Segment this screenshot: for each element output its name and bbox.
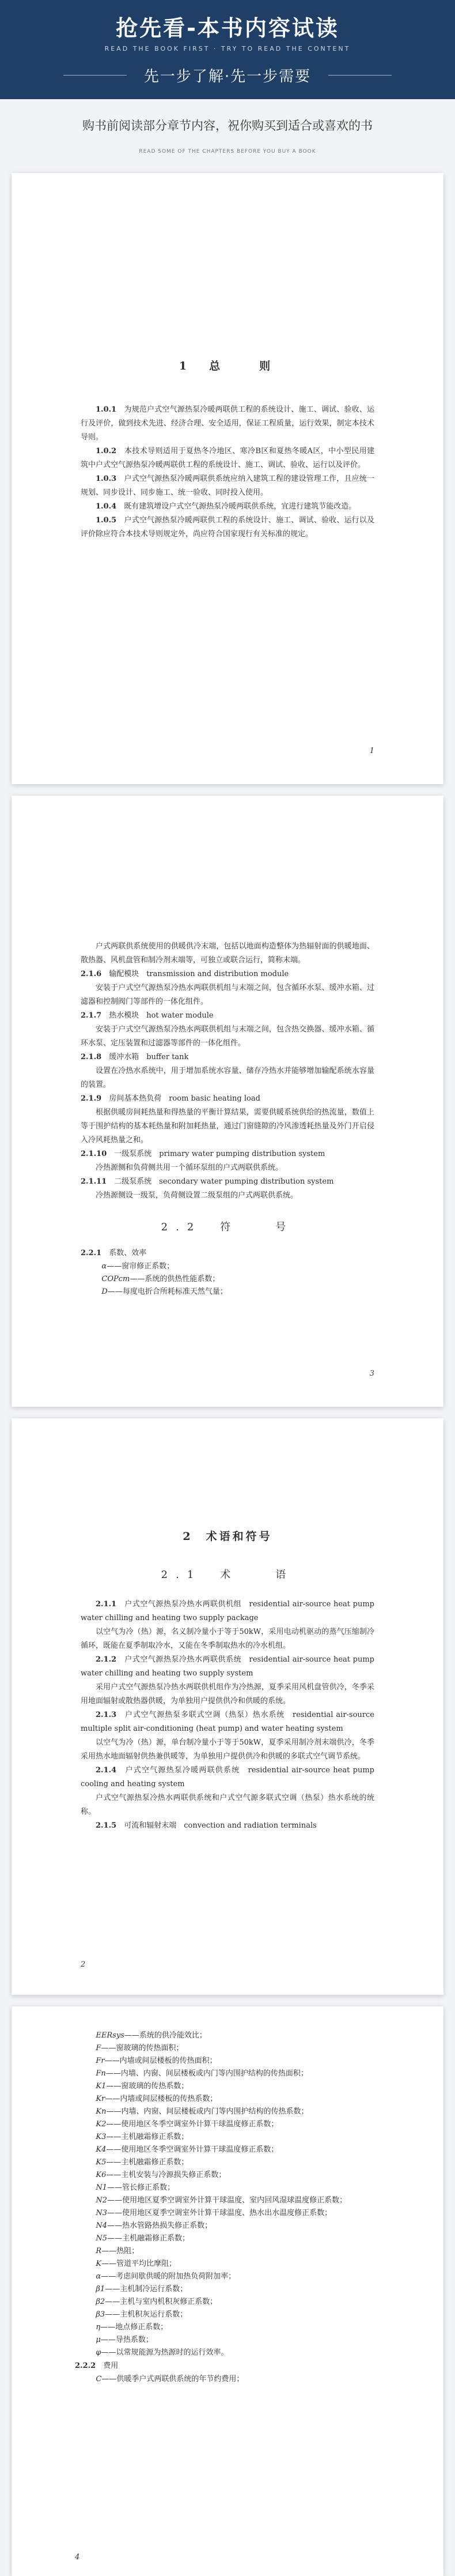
term-2-1-1: 2.1.1 户式空气源热泵冷热水两联供机组 residential air-source heat pump water chilling and heating two supply package — [81, 1600, 374, 1622]
symbol-row: EERsys——系统的供冷能效比； — [96, 2031, 207, 2040]
terms-lead: 户式两联供系统使用的供暖供冷末端，包括以地面构造整体为热辐射面的供暖地面、散热器、风机盘管和制冷剂末端等，可独立或联合运行，简称末端。 — [81, 942, 374, 965]
header-banner — [0, 0, 455, 99]
term-2-1-7-def: 安装于户式空气源热泵冷热水两联供机组与末端之间，包含热交换器、缓冲水箱、循环水泵、定压装置和过滤器等部件的一体化组件。 — [81, 1025, 374, 1048]
clause-1-0-4: 1.0.4 既有建筑增设户式空气源热泵冷暖两联供系统，宜进行建筑节能改造。 — [96, 502, 357, 511]
term-2-1-11-def: 冷热源侧设一级泵，负荷侧设置二级泵组的户式两联供系统。 — [96, 1191, 298, 1200]
symbol-row: α——考虑间歇供暖的附加热负荷附加率； — [96, 2272, 236, 2281]
term-2-1-5: 2.1.5 可流和辐射末端 convection and radiation terminals — [96, 1821, 317, 1830]
symbol-row: K3——主机融霜修正系数； — [96, 2133, 189, 2141]
book-page-4 — [12, 2006, 443, 2576]
symbol-row: α——窗帘修正系数； — [101, 1262, 175, 1271]
clause-1-0-2: 1.0.2 本技术导则适用于夏热冬冷地区、寒冷B区和夏热冬暖A区，中小型民用建筑中户式空气源热泵冷暖两联供工程的系统设计、施工、调试、验收、运行以及评价。 — [81, 447, 374, 469]
term-2-1-2: 2.1.2 户式空气源热泵冷热水两联供系统 residential air-source heat pump water chilling and heating two supply system — [81, 1655, 374, 1678]
book-page-1 — [12, 173, 443, 784]
intro-text: 购书前阅读部分章节内容，祝你购买到适合或喜欢的书 — [82, 119, 373, 133]
symbol-row: N3——使用地区夏季空调室外计算干球温度、热水出水温度修正系数； — [96, 2209, 332, 2217]
sub-2-2-2: 2.2.2 费用 — [75, 2362, 119, 2370]
term-2-1-2-def: 采用户式空气源热泵冷热水两联供机组作为冷热源，夏季采用风机盘管供冷，冬季采用地面辐射或散热器供暖，为单独用户提供供冷和供暖的系统。 — [81, 1683, 374, 1705]
symbol-row: R——热阻； — [96, 2247, 139, 2255]
section-title: 2.2 符 号 — [161, 1221, 294, 1233]
symbol-row: K5——主机融霜修正系数； — [96, 2158, 189, 2167]
term-2-1-10-def: 冷热源侧和负荷侧共用一个循环泵组的户式两联供系统。 — [96, 1163, 283, 1172]
symbol-row: β1——主机制冷运行系数； — [96, 2285, 188, 2293]
symbol-row: K——管道平均比摩阻； — [96, 2259, 177, 2268]
symbol-row: φ——以常规能源为热源时的运行效率。 — [96, 2348, 229, 2357]
symbol-row: Kr——内墙或间层楼板的传热系数； — [96, 2095, 218, 2103]
term-2-1-4-def: 户式空气源热泵冷热水两联供系统和户式空气源多联式空调（热泵）热水系统的统称。 — [81, 1794, 374, 1816]
page-number: 3 — [369, 1369, 374, 1378]
banner-tagline: 先一步了解·先一步需要 — [143, 68, 312, 85]
symbol-row: Kn——内墙、内窗、间层楼板或内门等内围护结构的传热系数； — [96, 2107, 309, 2116]
term-2-1-8: 2.1.8 缓冲水箱 buffer tank — [81, 1053, 189, 1061]
banner-subtitle: READ THE BOOK FIRST · TRY TO READ THE CONTENT — [104, 45, 351, 52]
term-2-1-3: 2.1.3 户式空气源热泵多联式空调（热泵）热水系统 residential air-source multiple split air-conditioning (heat pump) and water heating system — [81, 1711, 374, 1733]
term-2-1-6-def: 安装于户式空气源热泵冷热水两联供机组与末端之间，包含循环水泵、缓冲水箱、过滤器和控制阀门等部件的一体化组件。 — [81, 984, 374, 1006]
sub-2-2-1: 2.2.1 系数、效率 — [81, 1249, 147, 1257]
book-page-2 — [12, 796, 443, 1407]
symbol-list — [75, 2029, 369, 2359]
section-title: 2.1 术 语 — [161, 1569, 294, 1581]
symbol-row: D——每度电折合所耗标准天然气量； — [101, 1287, 227, 1296]
page-number: 4 — [75, 2553, 80, 2562]
symbol-row: N4——热水管路热损失修正系数； — [96, 2221, 213, 2230]
symbol-row: COPcm——系统的供热性能系数； — [101, 1275, 220, 1283]
symbol-row: N5——主机融霜修正系数； — [96, 2234, 190, 2243]
term-2-1-6: 2.1.6 输配模块 transmission and distribution module — [81, 970, 289, 978]
symbol-row: F——窗玻璃的传热面积； — [96, 2044, 184, 2052]
intro-subtext: READ SOME OF THE CHAPTERS BEFORE YOU BUY A BOOK — [139, 149, 316, 155]
symbol-row: Fr——内墙或间层楼板的传热面积； — [96, 2057, 217, 2065]
term-2-1-7: 2.1.7 热水模块 hot water module — [81, 1011, 214, 1020]
symbol-row: K2——使用地区冬季空调室外计算干球温度修正系数； — [96, 2120, 279, 2129]
symbol-row: K1——窗玻璃的传热系数； — [96, 2082, 189, 2091]
banner-title: 抢先看-本书内容试读 — [116, 16, 339, 41]
clause-1-0-1: 1.0.1 为规范户式空气源热泵冷暖两联供工程的系统设计、施工、调试、验收、运行及评价，做到技术先进、经济合理、安全适用，保证工程质量，运行效果，制定本技术导则。 — [81, 405, 374, 442]
term-2-1-9-def: 根据供暖房间耗热量和得热量的平衡计算结果，需要供暖系统供给的热流量，数值上等于围护结构的基本耗热量和附加耗热量，通过门窗缝隙的冷风渗透耗热量及外门开启侵入冷风耗热量之和。 — [81, 1108, 374, 1144]
page-number: 2 — [81, 1960, 86, 1969]
symbol-row: β3——主机积灰运行系数； — [96, 2310, 188, 2319]
term-2-1-11: 2.1.11 二级泵系统 secondary water pumping distribution system — [81, 1177, 334, 1186]
clause-1-0-5: 1.0.5 户式空气源热泵冷暖两联供工程的系统设计、施工、调试、验收、运行以及评价除应符合本技术导则规定外，尚应符合国家现行有关标准的规定。 — [81, 516, 374, 538]
symbol-row: N2——使用地区夏季空调室外计算干球温度、室内回风湿球温度修正系数； — [96, 2196, 347, 2205]
symbol-row: μ——导热系数； — [96, 2336, 153, 2344]
term-2-1-4: 2.1.4 户式空气源热泵冷暖两联供系统 residential air-source heat pump cooling and heating system — [81, 1766, 374, 1788]
term-2-1-3-def: 以空气为冷（热）源，单台制冷量小于等于50kW，夏季采用制冷剂末端供冷，冬季采用热水地面辐射供热兼供暖等，为单独用户提供供冷和供暖的多联式空气调节系统。 — [81, 1738, 374, 1761]
page-number: 1 — [369, 747, 374, 755]
chapter-title: 1 总 则 — [179, 360, 276, 372]
book-page-3 — [12, 1418, 443, 1995]
chapter-title: 2 术语和符号 — [183, 1530, 272, 1543]
symbol-row: β2——主机与室内机积灰修正系数； — [96, 2298, 218, 2306]
term-2-1-8-def: 设置在冷热水系统中，用于增加系统水容量、储存冷热水并能够增加输配系统水容量的装置。 — [81, 1067, 374, 1089]
symbol-row: K4——使用地区冬季空调室外计算干球温度修正系数； — [96, 2145, 279, 2154]
symbol-row: η——地点修正系数； — [96, 2323, 168, 2332]
symbol-row: K6——主机安装与冷源损失修正系数； — [96, 2171, 226, 2179]
symbol-row: N1——管长修正系数； — [96, 2183, 175, 2192]
symbol-row: Fn——内墙、内窗、间层楼板或内门等内围护结构的传热面积； — [96, 2069, 308, 2078]
symbol-row: C——供暖季户式两联供系统的年节约费用； — [96, 2375, 244, 2383]
clause-1-0-3: 1.0.3 户式空气源热泵冷暖两联供系统应纳入建筑工程的建设管理工作，且应统一规划、同步设计、同步施工、统一验收、同时投入使用。 — [81, 474, 374, 497]
term-2-1-10: 2.1.10 一级泵系统 primary water pumping distribution system — [81, 1150, 325, 1158]
term-2-1-9: 2.1.9 房间基本热负荷 room basic heating load — [81, 1094, 260, 1103]
term-2-1-1-def: 以空气为冷（热）源，名义制冷量小于等于50kW，采用电动机驱动的蒸气压缩制冷循环，既能在夏季制取冷水，又能在冬季制取热水的冷水机组。 — [81, 1628, 374, 1650]
